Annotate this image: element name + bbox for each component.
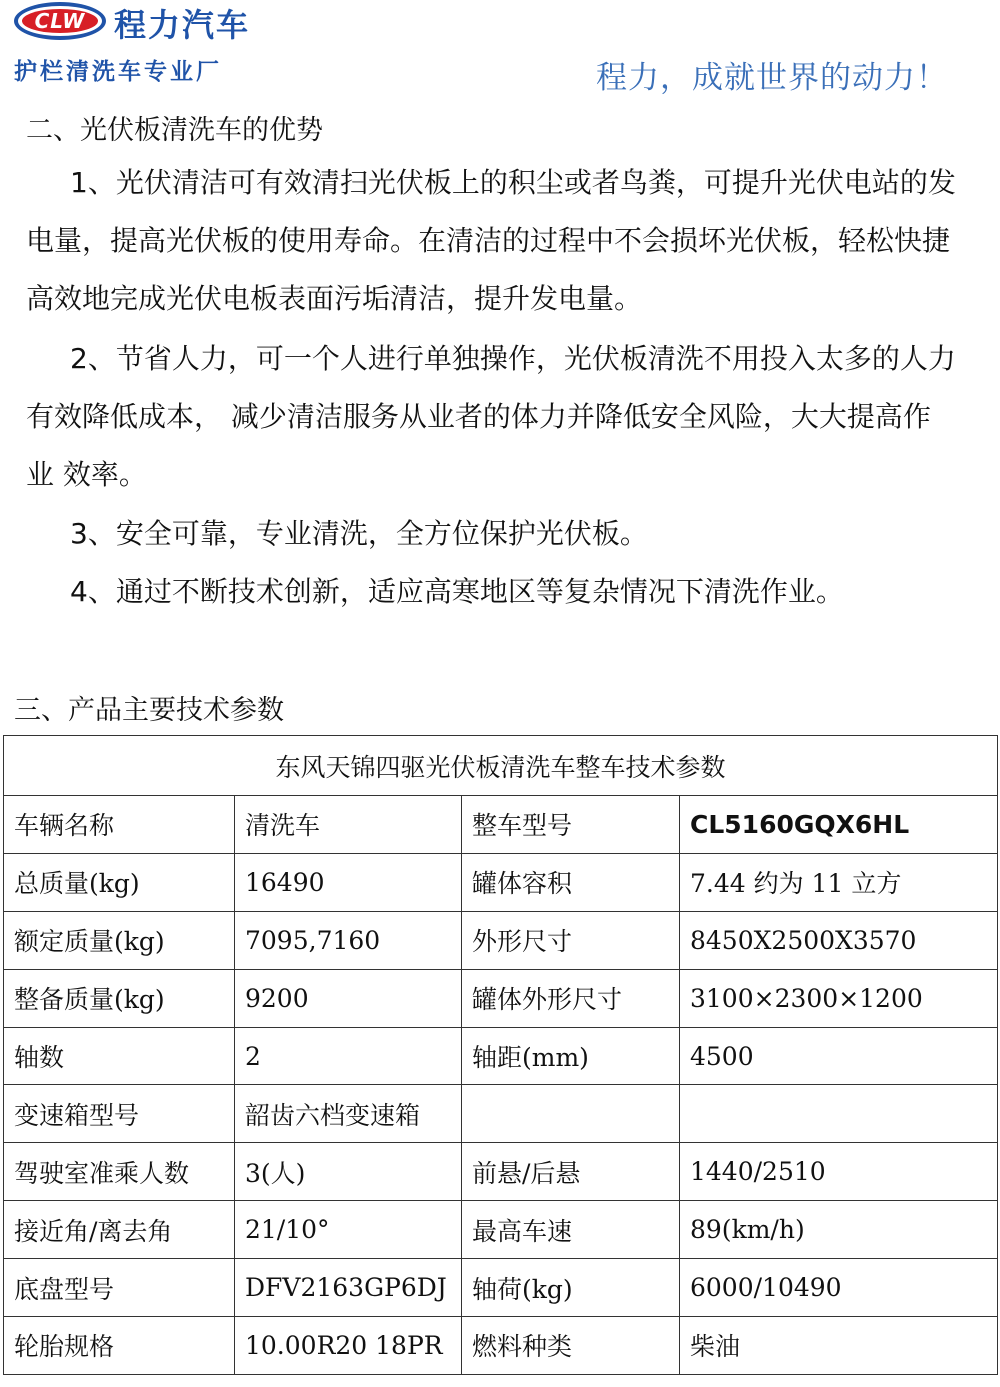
spec-value-cell: 3100×2300×1200 [680, 969, 998, 1027]
table-title: 东风天锦四驱光伏板清洗车整车技术参数 [4, 736, 998, 796]
logo-name: 程力汽车 [114, 6, 251, 44]
section-title-advantages: 二、光伏板清洗车的优势 [26, 115, 323, 146]
spec-value-cell: 7095,7160 [235, 911, 462, 969]
spec-value-cell: 柴油 [680, 1317, 998, 1375]
spec-label-cell: 车辆名称 [4, 796, 235, 854]
spec-value-cell: 清洗车 [235, 796, 462, 854]
table-row [4, 1317, 998, 1375]
spec-value-cell: 16490 [235, 853, 462, 911]
spec-value-cell: 3(人) [235, 1143, 462, 1201]
table-row [4, 969, 998, 1027]
spec-value-cell: 8450X2500X3570 [680, 911, 998, 969]
logo-badge [22, 9, 98, 33]
spec-value-cell: 4500 [680, 1027, 998, 1085]
spec-value-cell: CL5160GQX6HL [680, 796, 998, 854]
table-row [4, 911, 998, 969]
spec-table [3, 735, 998, 1375]
spec-label-cell: 前悬/后悬 [462, 1143, 680, 1201]
section-title-specs: 三、产品主要技术参数 [14, 695, 284, 726]
spec-value-cell: 2 [235, 1027, 462, 1085]
spec-value-cell: 10.00R20 18PR [235, 1317, 462, 1375]
spec-label-cell: 罐体外形尺寸 [462, 969, 680, 1027]
spec-value-cell [680, 1085, 998, 1143]
table-row [4, 1201, 998, 1259]
logo-tagline: 护栏清洗车专业厂 [14, 59, 222, 85]
spec-label-cell: 轴距(mm) [462, 1027, 680, 1085]
spec-label-cell: 轴数 [4, 1027, 235, 1085]
table-title-row [4, 736, 998, 796]
spec-label-cell: 驾驶室准乘人数 [4, 1143, 235, 1201]
spec-value-cell: 9200 [235, 969, 462, 1027]
spec-value-cell: 6000/10490 [680, 1259, 998, 1317]
spec-label-cell: 轴荷(kg) [462, 1259, 680, 1317]
table-row [4, 1085, 998, 1143]
spec-label-cell: 整车型号 [462, 796, 680, 854]
spec-label-cell: 总质量(kg) [4, 853, 235, 911]
spec-label-cell: 额定质量(kg) [4, 911, 235, 969]
spec-label-cell: 燃料种类 [462, 1317, 680, 1375]
slogan: 程力，成就世界的动力！ [596, 60, 948, 96]
table-row [4, 1143, 998, 1201]
table-row [4, 1027, 998, 1085]
spec-label-cell [462, 1085, 680, 1143]
logo-icon [14, 2, 106, 40]
spec-label-cell: 罐体容积 [462, 853, 680, 911]
spec-value-cell: 韶齿六档变速箱 [235, 1085, 462, 1143]
paragraph-advantage-3: 3、安全可靠，专业清洗，全方位保护光伏板。 [70, 517, 648, 550]
paragraph-advantage-2: 2、节省人力，可一个人进行单独操作，光伏板清洗不用投入太多的人力有效降低成本， 减少清洁服务从业者的体力并降低安全风险，大大提高作业 效率。 [26, 342, 956, 491]
spec-value-cell: 1440/2510 [680, 1143, 998, 1201]
spec-label-cell: 轮胎规格 [4, 1317, 235, 1375]
spec-label-cell: 外形尺寸 [462, 911, 680, 969]
header [0, 0, 1000, 100]
logo-abbr: CLW [34, 9, 86, 33]
table-row [4, 1259, 998, 1317]
table-row [4, 796, 998, 854]
spec-value-cell: 7.44 约为 11 立方 [680, 853, 998, 911]
spec-label-cell: 接近角/离去角 [4, 1201, 235, 1259]
spec-value-cell: DFV2163GP6DJ [235, 1259, 462, 1317]
table-row [4, 853, 998, 911]
spec-value-cell: 21/10° [235, 1201, 462, 1259]
paragraph-advantage-1: 1、光伏清洁可有效清扫光伏板上的积尘或者鸟粪，可提升光伏电站的发电量，提高光伏板的使用寿命。在清洁的过程中不会损坏光伏板，轻松快捷高效地完成光伏电板表面污垢清洁，提升发电量。 [26, 166, 956, 315]
paragraph-advantage-4: 4、通过不断技术创新，适应高寒地区等复杂情况下清洗作业。 [70, 575, 844, 608]
spec-label-cell: 底盘型号 [4, 1259, 235, 1317]
spec-label-cell: 最高车速 [462, 1201, 680, 1259]
spec-label-cell: 变速箱型号 [4, 1085, 235, 1143]
spec-label-cell: 整备质量(kg) [4, 969, 235, 1027]
spec-value-cell: 89(km/h) [680, 1201, 998, 1259]
